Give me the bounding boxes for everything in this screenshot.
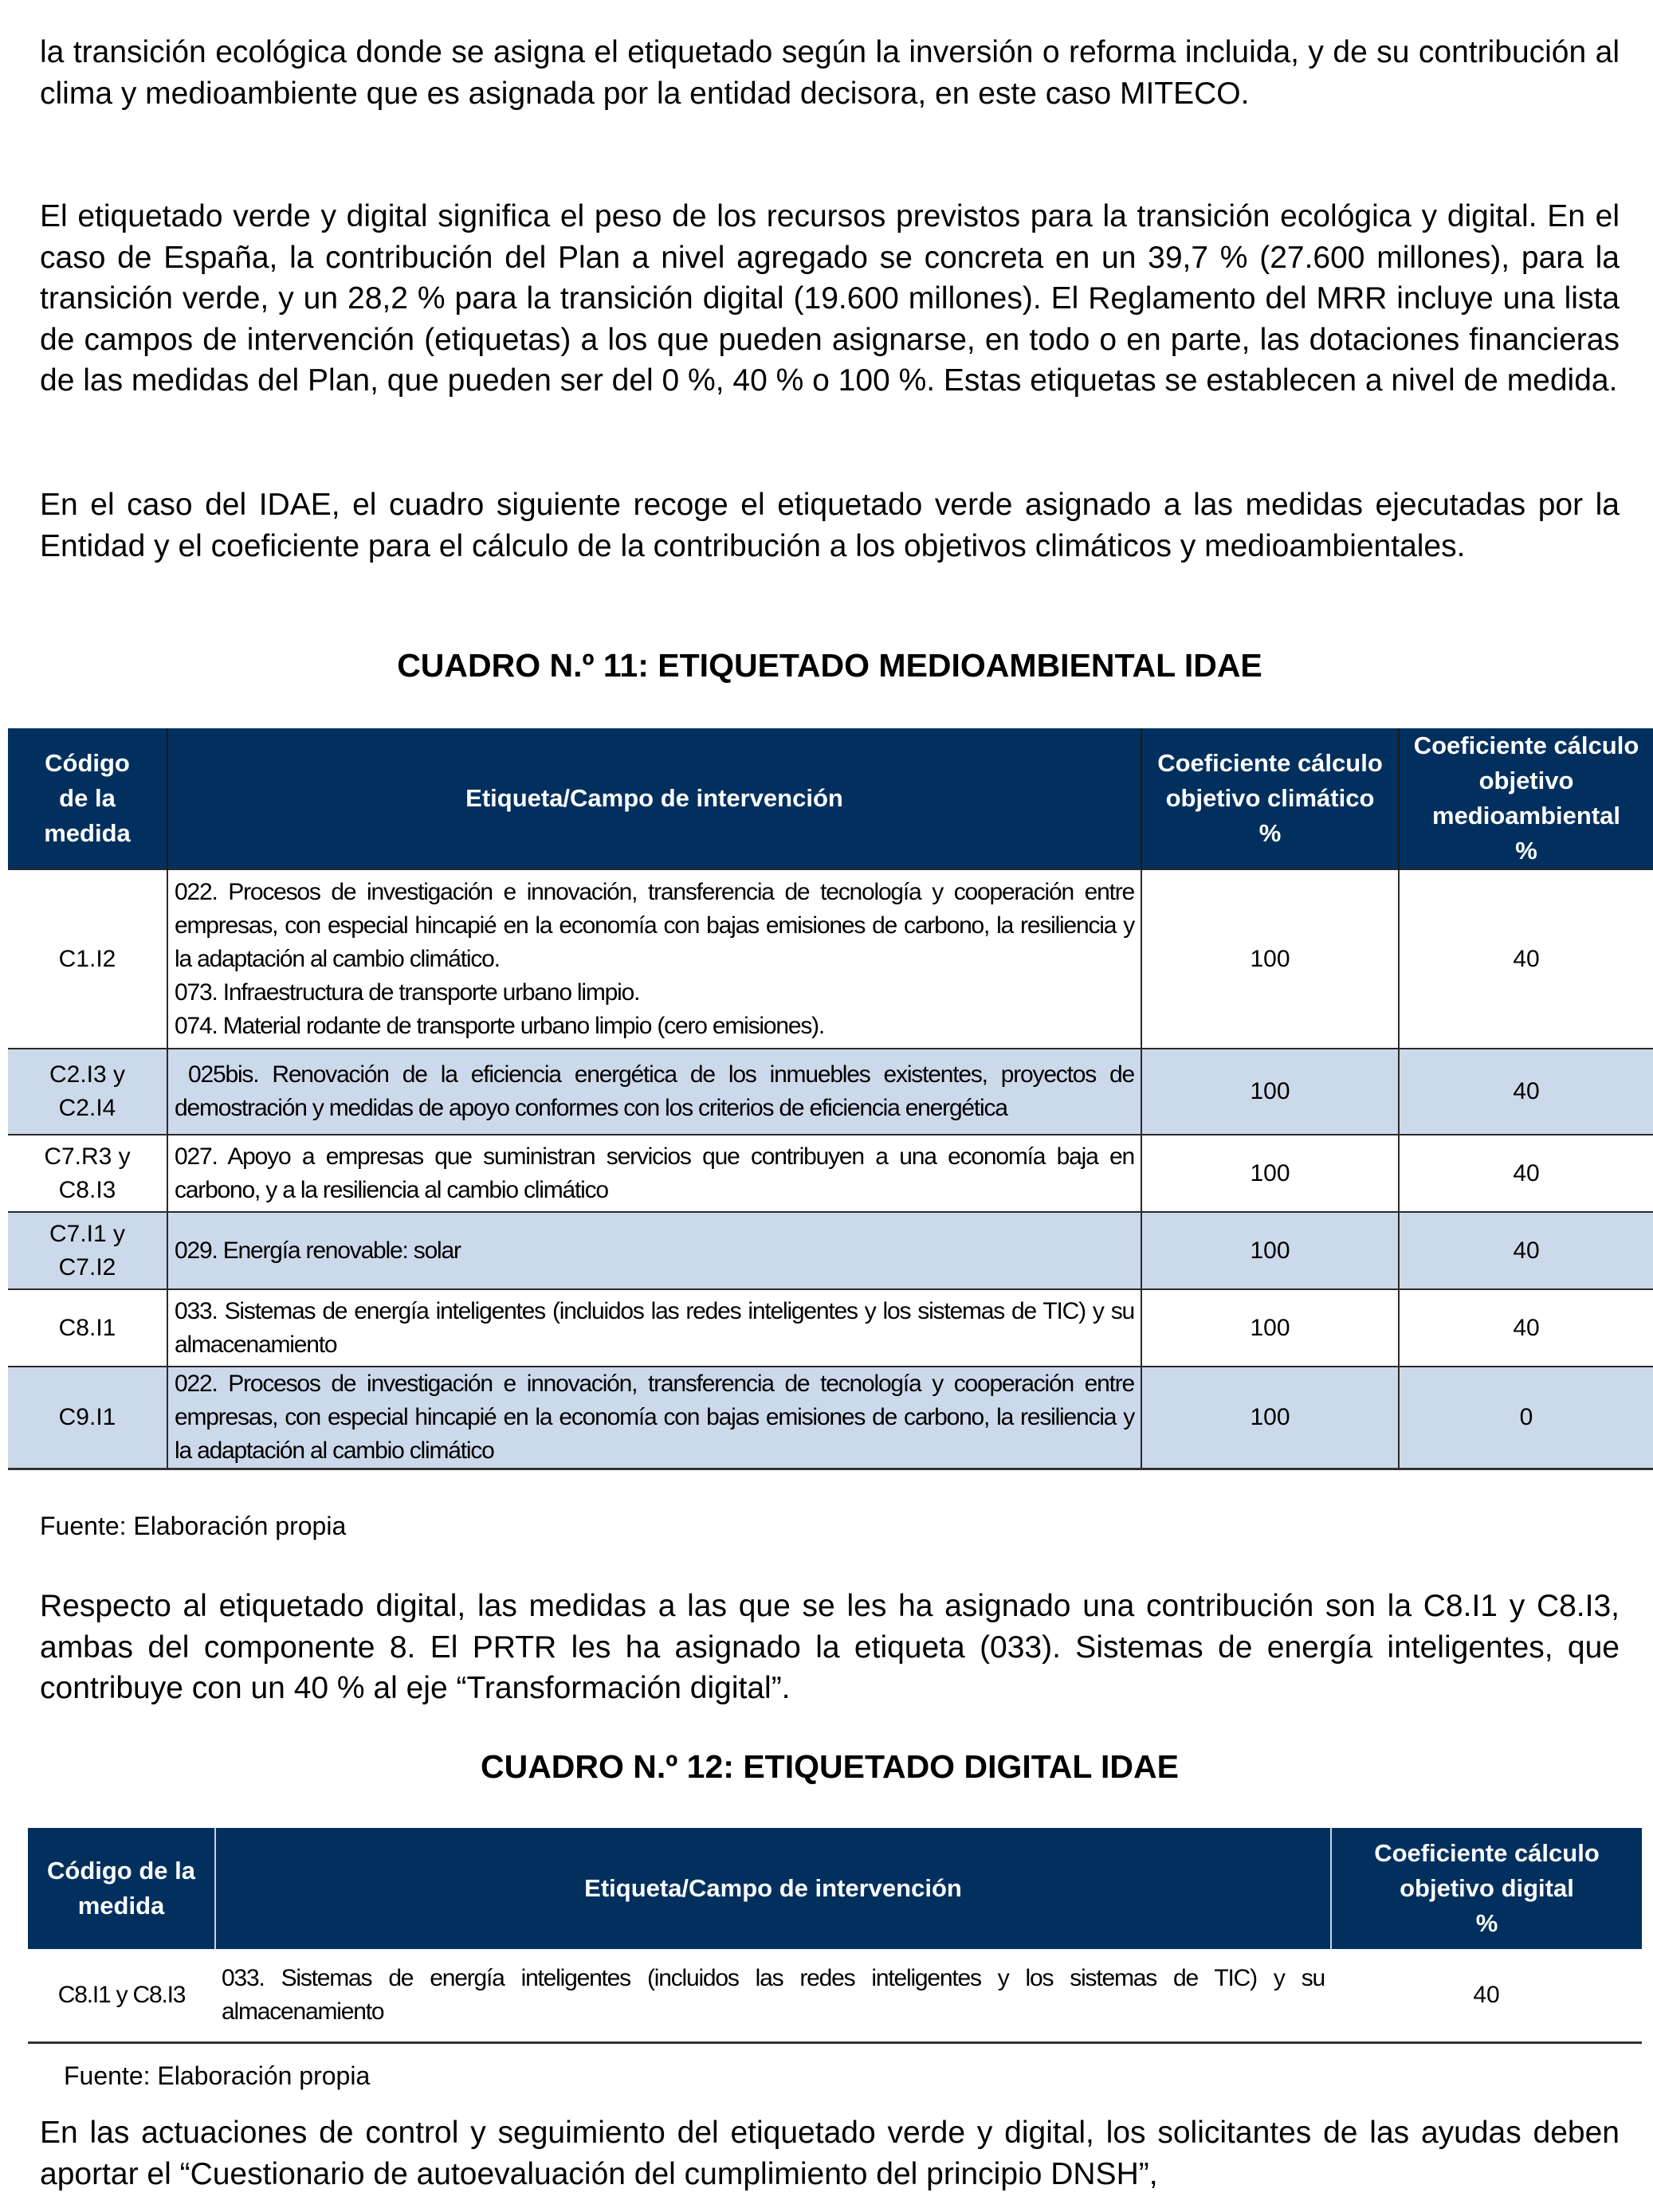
cell-climate: 100	[1141, 1367, 1399, 1469]
header-coef-medioambiental: Coeficiente cálculo objetivo medioambiental %	[1399, 728, 1653, 869]
cell-code: C7.I1 y C7.I2	[8, 1212, 167, 1289]
cell-label: 022. Procesos de investigación e innovación, transferencia de tecnología y cooperación entre empresas, con especial hincapié en la economía con bajas emisiones de carbono, la resiliencia y la adaptación al cambio climático	[167, 1367, 1141, 1469]
cell-code: C8.I1 y C8.I3	[28, 1949, 215, 2043]
cell-climate: 100	[1141, 1049, 1399, 1135]
cell-label: 033. Sistemas de energía inteligentes (incluidos las redes inteligentes y los sistemas de TIC) y su almacenamiento	[167, 1289, 1141, 1367]
table-header-row	[28, 1828, 1642, 1949]
table-12-source: Fuente: Elaboración propia	[64, 2061, 371, 2090]
cell-label: 022. Procesos de investigación e innovación, transferencia de tecnología y cooperación entre empresas, con especial hincapié en la economía con bajas emisiones de carbono, la resiliencia y la adaptación al cambio climático. 073. Infraestructura de transporte urbano limpio. 074. Material rodante de transporte urbano limpio (cero emisiones).	[167, 869, 1141, 1049]
header-coef-climatico: Coeficiente cálculo objetivo climático %	[1141, 728, 1399, 869]
paragraph-miteco: la transición ecológica donde se asigna el etiquetado según la inversión o reforma incluida, y de su contribución al clima y medioambiente que es asignada por la entidad decisora, en este caso MITECO.	[40, 35, 1620, 111]
cell-label: 025bis. Renovación de la eficiencia energética de los inmuebles existentes, proyectos de demostración y medidas de apoyo conformes con los criterios de eficiencia energética	[167, 1049, 1141, 1135]
cell-environment: 40	[1399, 869, 1653, 1049]
cell-digital: 40	[1331, 1949, 1642, 2043]
cell-code: C2.I3 y C2.I4	[8, 1049, 167, 1135]
header-coef-digital: Coeficiente cálculo objetivo digital %	[1331, 1828, 1642, 1949]
table-row	[8, 1289, 1653, 1367]
cell-environment: 40	[1399, 1212, 1653, 1289]
paragraph-etiquetado-digital: Respecto al etiquetado digital, las medidas a las que se les ha asignado una contribución son la C8.I1 y C8.I3, ambas del componente 8. El PRTR les ha asignado la etiqueta (033). Sistemas de energía inteligentes, que contribuye con un 40 % al eje “Transformación digital”.	[40, 1589, 1620, 1705]
cell-environment: 40	[1399, 1049, 1653, 1135]
cell-label: 033. Sistemas de energía inteligentes (incluidos las redes inteligentes y los sistemas de TIC) y su almacenamiento	[215, 1949, 1331, 2043]
table-row	[8, 869, 1653, 1049]
table-row	[8, 1212, 1653, 1289]
cell-climate: 100	[1141, 1212, 1399, 1289]
table-row	[28, 1949, 1642, 2043]
cell-code: C7.R3 y C8.I3	[8, 1135, 167, 1212]
table-etiquetado-medioambiental	[8, 728, 1653, 1470]
paragraph-etiquetado-verde-digital: El etiquetado verde y digital significa el peso de los recursos previstos para la transición ecológica y digital. En el caso de España, la contribución del Plan a nivel agregado se concreta en un 39,7 % (27.600 millones), para la transición verde, y un 28,2 % para la transición digital (19.600 millones). El Reglamento del MRR incluye una lista de campos de intervención (etiquetas) a los que pueden asignarse, en todo o en parte, las dotaciones financieras de las medidas del Plan, que pueden ser del 0 %, 40 % o 100 %. Estas etiquetas se establecen a nivel de medida.	[40, 199, 1620, 398]
cell-code: C9.I1	[8, 1367, 167, 1469]
cell-environment: 40	[1399, 1135, 1653, 1212]
header-etiqueta-campo: Etiqueta/Campo de intervención	[215, 1828, 1331, 1949]
header-codigo-medida: Código de la medida	[8, 728, 167, 869]
table-row	[8, 1367, 1653, 1469]
table-etiquetado-digital	[28, 1828, 1642, 2044]
header-etiqueta-campo: Etiqueta/Campo de intervención	[167, 728, 1141, 869]
cell-climate: 100	[1141, 1289, 1399, 1367]
cell-environment: 0	[1399, 1367, 1653, 1469]
paragraph-idae-cuadro: En el caso del IDAE, el cuadro siguiente recoge el etiquetado verde asignado a las medidas ejecutadas por la Entidad y el coeficiente para el cálculo de la contribución a los objetivos climáticos y medioambientales.	[40, 488, 1620, 563]
cell-label: 027. Apoyo a empresas que suministran servicios que contribuyen a una economía baja en carbono, y a la resiliencia al cambio climático	[167, 1135, 1141, 1212]
table-11-caption: CUADRO N.º 11: ETIQUETADO MEDIOAMBIENTAL IDAE	[397, 647, 1262, 684]
table-row	[8, 1049, 1653, 1135]
cell-climate: 100	[1141, 1135, 1399, 1212]
table-row	[8, 1135, 1653, 1212]
cell-environment: 40	[1399, 1289, 1653, 1367]
cell-label: 029. Energía renovable: solar	[167, 1212, 1141, 1289]
table-header-row	[8, 728, 1653, 869]
cell-code: C8.I1	[8, 1289, 167, 1367]
header-codigo-medida: Código de la medida	[28, 1828, 215, 1949]
cell-climate: 100	[1141, 869, 1399, 1049]
table-12-caption: CUADRO N.º 12: ETIQUETADO DIGITAL IDAE	[480, 1748, 1179, 1785]
cell-code: C1.I2	[8, 869, 167, 1049]
paragraph-control-seguimiento: En las actuaciones de control y seguimiento del etiquetado verde y digital, los solicitantes de las ayudas deben aportar el “Cuestionario de autoevaluación del cumplimiento del principio DNSH”,	[40, 2116, 1620, 2191]
table-11-source: Fuente: Elaboración propia	[40, 1512, 347, 1540]
